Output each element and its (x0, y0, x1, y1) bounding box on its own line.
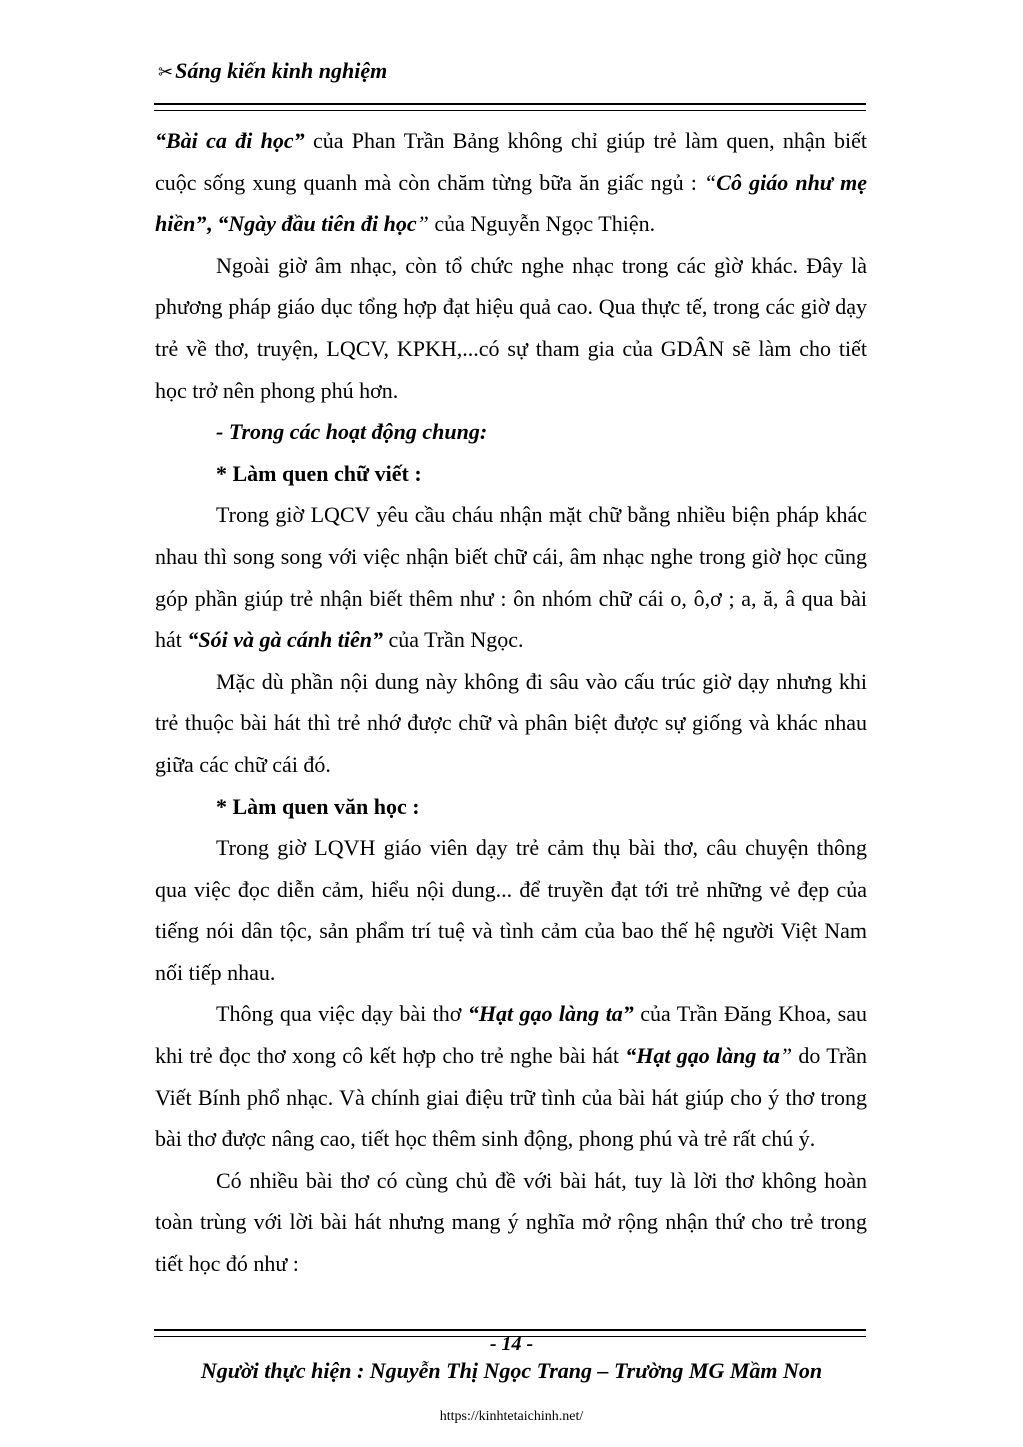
subsection-heading: * Làm quen văn học : (216, 793, 420, 819)
poem-title: “Ngày đầu tiên đi học (217, 211, 417, 237)
running-header (158, 58, 387, 84)
paragraph-4: Mặc dù phần nội dung này không đi sâu vào cấu trúc giờ dạy nhưng khi trẻ thuộc bài hát thì trẻ nhớ được chữ và phân biệt được sự giống và khác nhau giữa các chữ cái đó. (155, 668, 867, 777)
poem-title: “Bài ca đi học” (155, 128, 305, 153)
body-text (155, 120, 867, 1285)
source-url: https://kinhtetaichinh.net/ (439, 1409, 584, 1424)
subsection-heading: * Làm quen chữ viết : (216, 460, 422, 486)
paragraph-3 (155, 494, 867, 660)
section-heading: - Trong các hoạt động chung: (216, 419, 488, 445)
text-run: của Phan Trần Bảng không chỉ giúp trẻ làm quen, nhận biết cuộc sống xung quanh mà còn chăm từng bữa ăn giấc ngủ : (155, 128, 867, 195)
text-run: “ (704, 169, 717, 195)
text-run: Thông qua việc dạy bài thơ (216, 1001, 468, 1027)
text-run: của Trần Ngọc. (382, 627, 524, 653)
paragraph-1 (155, 120, 867, 245)
scissors-icon: ✂ (158, 62, 174, 82)
text-run: Trong giờ LQCV yêu cầu cháu nhận mặt chữ bằng nhiều biện pháp khác nhau thì song song với việc nhận biết chữ cái, âm nhạc nghe trong giờ học cũng góp phần giúp trẻ nhận biết thêm như : ôn nhóm chữ cái o, ô,ơ ; a, ă, â qua bài hát (155, 502, 867, 653)
song-title: “Sói và gà cánh tiên” (187, 627, 383, 653)
text-run: của Trần Đăng Khoa, sau khi trẻ đọc thơ xong cô kết hợp cho trẻ nghe bài hát (155, 1001, 867, 1069)
paragraph-5: Trong giờ LQVH giáo viên dạy trẻ cảm thụ bài thơ, câu chuyện thông qua việc đọc diễn cảm, hiểu nội dung... để truyền đạt tới trẻ những vẻ đẹp của tiếng nói dân tộc, sản phẩm trí tuệ và tình cảm của bao thế hệ người Việt Nam nối tiếp nhau. (155, 835, 867, 985)
page-number: - 14 - (489, 1333, 534, 1355)
header-rule (154, 103, 866, 111)
poem-title: “Hạt gạo làng ta” (467, 1001, 634, 1027)
paragraph-2: Ngoài giờ âm nhạc, còn tổ chức nghe nhạc trong các gìờ khác. Đây là phương pháp giáo dục tổng hợp đạt hiệu quả cao. Qua thực tế, trong các giờ dạy trẻ về thơ, truyện, LQCV, KPKH,...có sự tham gia của GDÂN sẽ làm cho tiết học trở nên phong phú hơn. (155, 252, 867, 403)
text-run: , (206, 211, 218, 237)
song-title: “Hạt gạo làng ta (625, 1043, 780, 1069)
text-run: của Nguyễn Ngọc Thiện. (428, 211, 656, 237)
text-run: ” (416, 211, 429, 237)
author-line: Người thực hiện : Nguyễn Thị Ngọc Trang – Trường MG Mầm Non (200, 1358, 823, 1383)
poem-title: Cô giáo như mẹ hiền” (155, 169, 867, 237)
paragraph-7: Có nhiều bài thơ có cùng chủ đề với bài hát, tuy là lời thơ không hoàn toàn trùng với lời bài hát nhưng mang ý nghĩa mở rộng nhận thứ cho trẻ trong tiết học đó như : (155, 1167, 867, 1277)
header-title: Sáng kiến kinh nghiệm (175, 58, 388, 83)
text-run: do Trần Viết Bính phổ nhạc. Và chính giai điệu trữ tình của bài hát giúp cho ý thơ trong bài thơ được nâng cao, tiết học thêm sinh động, phong phú và trẻ rất chú ý. (155, 1043, 868, 1152)
paragraph-6 (155, 993, 867, 1159)
text-run: ” (779, 1043, 793, 1069)
